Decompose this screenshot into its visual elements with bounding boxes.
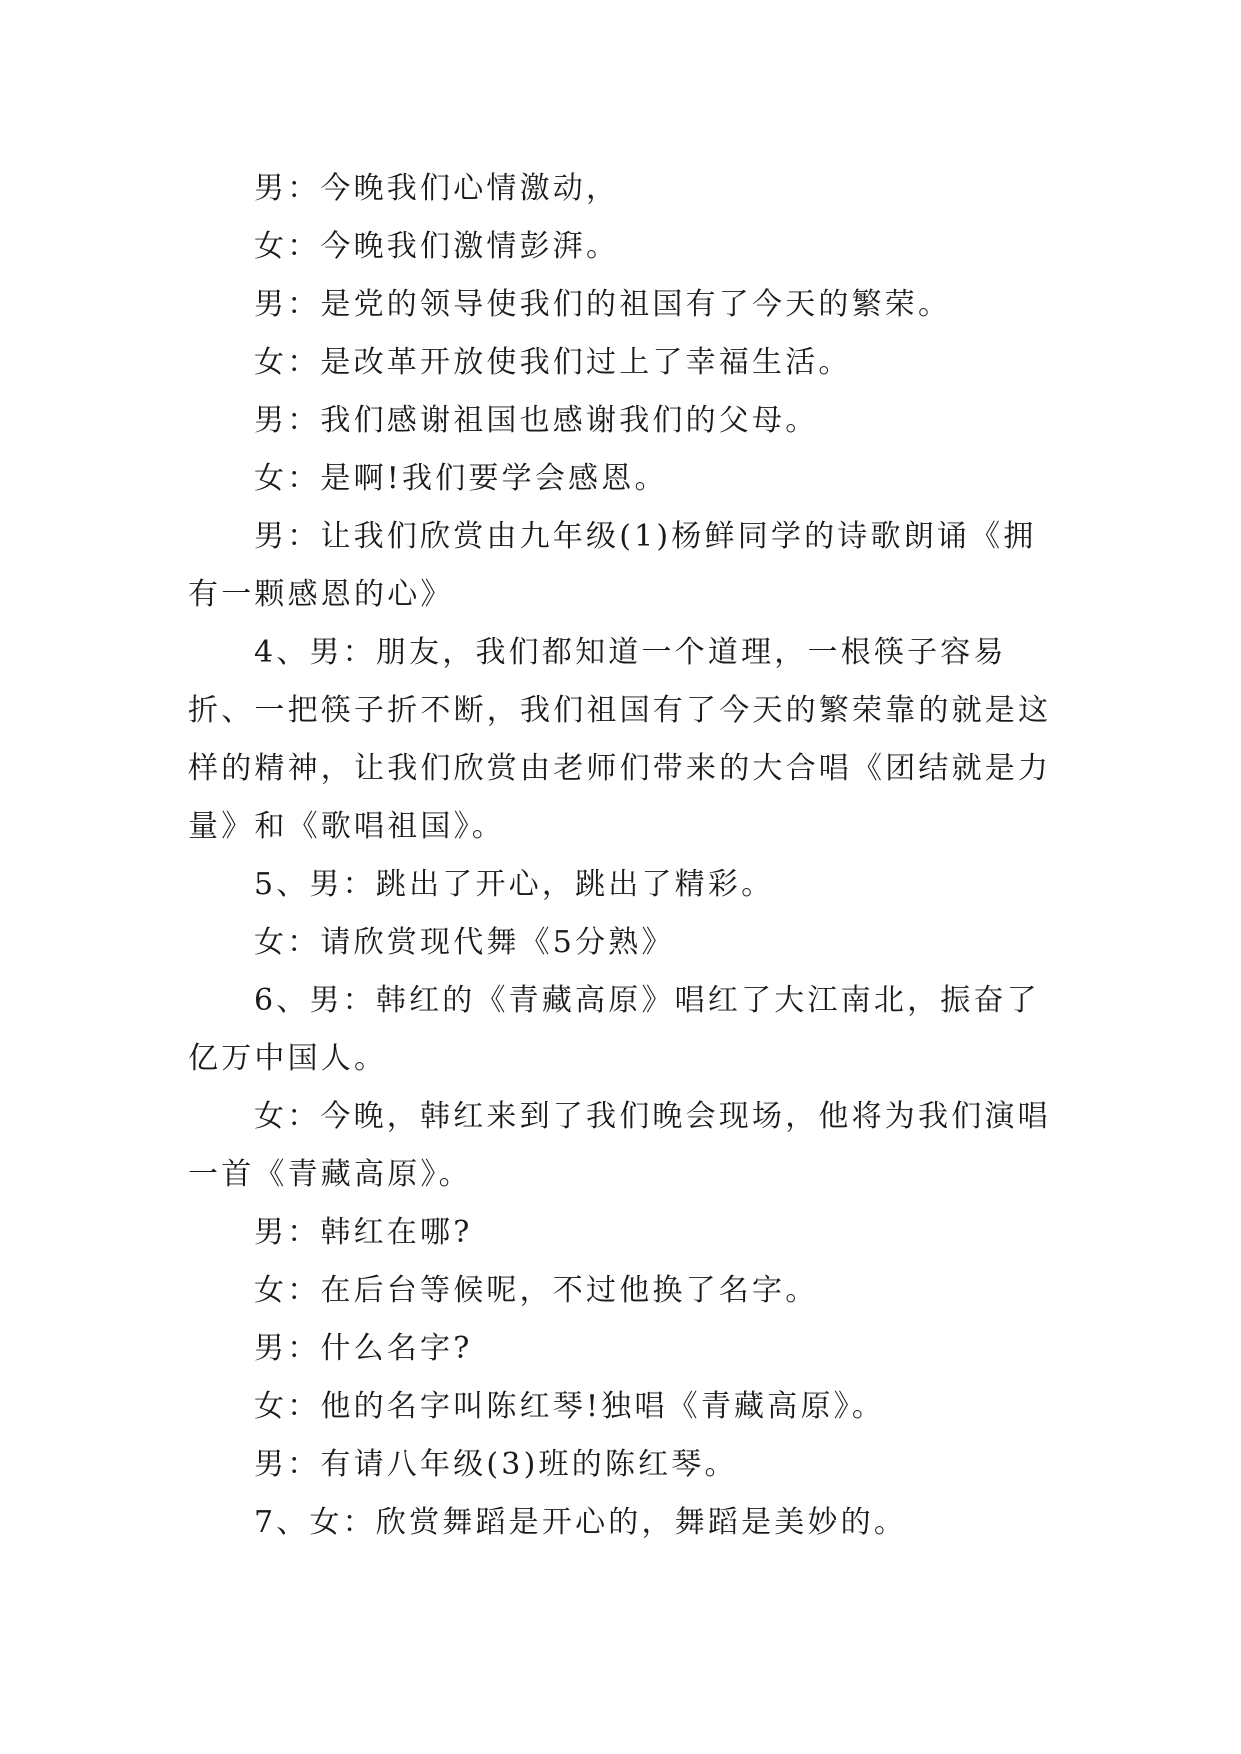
paragraph: 4、男：朋友，我们都知道一个道理，一根筷子容易折、一把筷子折不断，我们祖国有了今天的繁荣靠的就是这样的精神，让我们欣赏由老师们带来的大合唱《团结就是力量》和《歌唱祖国》。 (188, 635, 1052, 844)
document-body (188, 160, 1066, 1552)
paragraph: 7、女：欣赏舞蹈是开心的，舞蹈是美妙的。 (254, 1505, 908, 1540)
paragraph: 女：是改革开放使我们过上了幸福生活。 (254, 345, 852, 380)
paragraph: 女：今晚我们激情彭湃。 (254, 229, 620, 264)
paragraph: 男：韩红在哪? (254, 1215, 473, 1250)
paragraph: 男：什么名字? (254, 1331, 473, 1366)
paragraph: 男：是党的领导使我们的祖国有了今天的繁荣。 (254, 287, 952, 322)
paragraph: 男：有请八年级(3)班的陈红琴。 (254, 1447, 738, 1482)
paragraph: 男：今晚我们心情激动， (254, 171, 620, 206)
paragraph: 男：我们感谢祖国也感谢我们的父母。 (254, 403, 819, 438)
paragraph: 女：他的名字叫陈红琴!独唱《青藏高原》。 (254, 1389, 886, 1424)
paragraph: 男：让我们欣赏由九年级(1)杨鲜同学的诗歌朗诵《拥有一颗感恩的心》 (188, 519, 1037, 612)
paragraph: 女：是啊!我们要学会感恩。 (254, 461, 668, 496)
paragraph: 6、男：韩红的《青藏高原》唱红了大江南北，振奋了亿万中国人。 (188, 983, 1040, 1076)
paragraph: 5、男：跳出了开心，跳出了精彩。 (254, 867, 775, 902)
paragraph: 女：今晚，韩红来到了我们晚会现场，他将为我们演唱一首《青藏高原》。 (188, 1099, 1051, 1192)
paragraph: 女：请欣赏现代舞《5分熟》 (254, 925, 675, 960)
paragraph: 女：在后台等候呢，不过他换了名字。 (254, 1273, 819, 1308)
